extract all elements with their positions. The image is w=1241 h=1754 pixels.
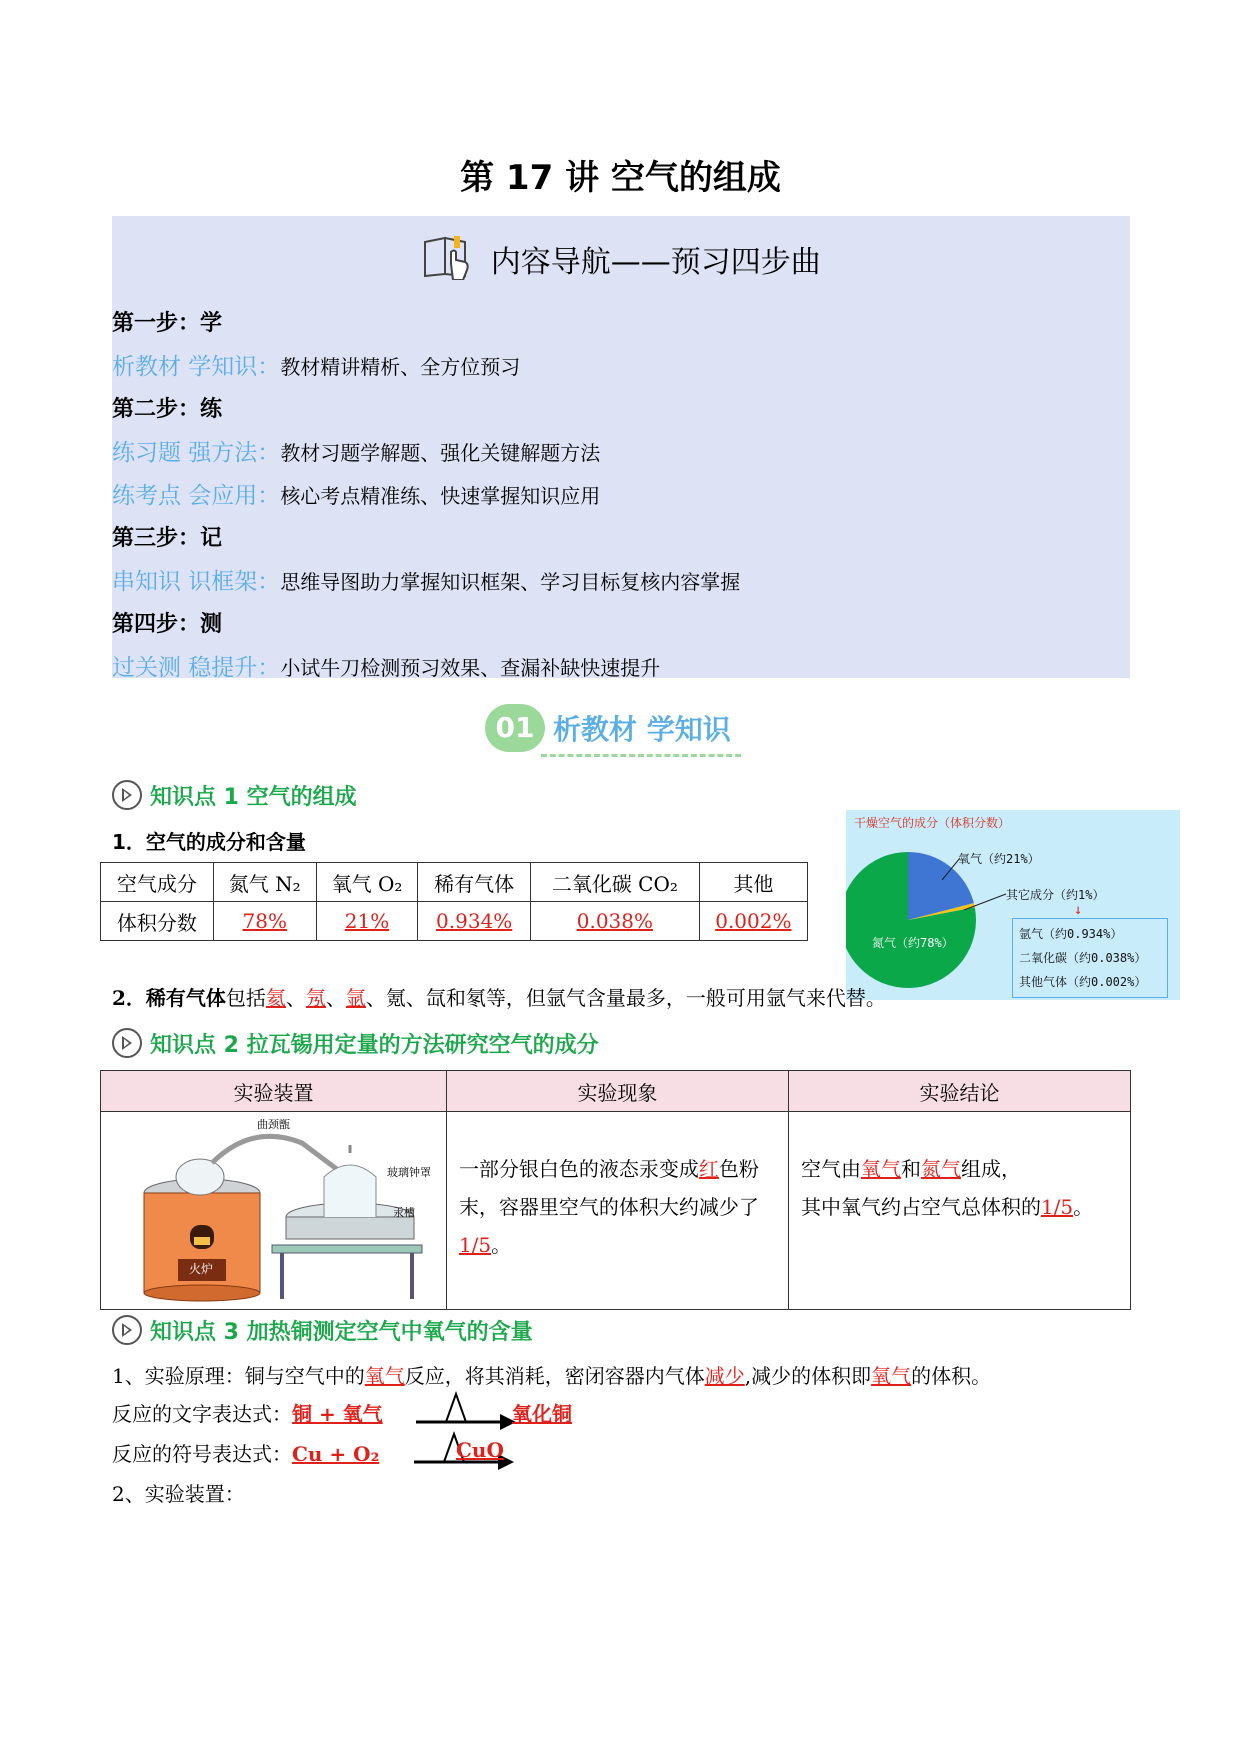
o2-annotation: 氧气（约21%）	[958, 852, 1040, 866]
table-header: 实验现象	[446, 1071, 788, 1112]
book-pointer-icon	[421, 234, 477, 280]
air-pie-chart	[846, 810, 1180, 1000]
detail-other: 其他气体（约0.002%）	[1019, 975, 1147, 989]
page-title: 第 17 讲 空气的组成	[460, 158, 781, 198]
table-cell: 体积分数	[101, 902, 214, 941]
play-circle-icon	[112, 780, 142, 810]
phenomenon-cell: 一部分银白色的液态汞变成红色粉末，容器里空气的体积大约减少了1/5。	[446, 1112, 788, 1310]
step-3: 第三步：记	[112, 526, 223, 551]
detail-ar: 氩气（约0.934%）	[1019, 927, 1123, 941]
kp1-subtitle-1: 1．空气的成分和含量	[112, 830, 306, 854]
step-2: 第二步：练	[112, 397, 223, 422]
symbol-equation-product: CuO	[456, 1438, 504, 1462]
kp3-title: 知识点 3 加热铜测定空气中氧气的含量	[112, 1315, 533, 1346]
word-equation-product: 氧化铜	[512, 1402, 572, 1426]
principle-line: 1、实验原理：铜与空气中的氧气反应，将其消耗，密闭容器内气体减少,减少的体积即氧气的体积。	[112, 1364, 992, 1388]
air-composition-table	[100, 862, 808, 941]
kp2-title: 知识点 2 拉瓦锡用定量的方法研究空气的成分	[112, 1028, 599, 1059]
section-number: 01	[485, 704, 545, 752]
content-navigation-box	[112, 216, 1130, 681]
detail-co2: 二氧化碳（约0.038%）	[1019, 951, 1147, 965]
table-header: 实验装置	[101, 1071, 447, 1112]
other-annotation: 其它成分（约1%）	[1006, 888, 1105, 902]
section-underline	[541, 754, 741, 757]
table-cell: 0.934%	[418, 902, 531, 941]
table-row	[101, 1071, 1131, 1112]
n2-annotation: 氮气（约78%）	[872, 936, 954, 950]
table-cell: 稀有气体	[418, 863, 531, 902]
table-cell: 氧气 O₂	[316, 863, 418, 902]
play-circle-icon	[112, 1315, 142, 1345]
lavoisier-apparatus-illustration	[102, 1113, 442, 1303]
nav-line-5: 过关测 稳提升：小试牛刀检测预习效果、查漏补缺快速提升	[112, 655, 661, 681]
apparatus-label: 曲颈甑	[257, 1118, 290, 1131]
detail-box	[1012, 918, 1168, 998]
apparatus-label: 汞槽	[393, 1206, 415, 1219]
table-cell: 21%	[316, 902, 418, 941]
symbol-equation: 反应的符号表达式：Cu + O₂	[112, 1442, 380, 1466]
kp1-title: 知识点 1 空气的组成	[112, 780, 357, 811]
step-1: 第一步：学	[112, 311, 223, 336]
down-arrow-icon: ↓	[1074, 902, 1083, 918]
word-equation: 反应的文字表达式：铜 + 氧气	[112, 1402, 383, 1426]
step-4: 第四步：测	[112, 612, 223, 637]
table-cell: 0.038%	[531, 902, 700, 941]
nav-line-2: 练习题 强方法：教材习题学解题、强化关键解题方法	[112, 440, 601, 466]
table-row	[101, 1112, 1131, 1310]
table-cell: 二氧化碳 CO₂	[531, 863, 700, 902]
heat-arrow-icon	[416, 1390, 516, 1430]
table-cell: 0.002%	[699, 902, 807, 941]
table-row	[101, 863, 808, 902]
conclusion-cell: 空气由氧气和氮气组成， 其中氧气约占空气总体积的1/5。	[788, 1112, 1130, 1310]
nav-heading: 内容导航——预习四步曲	[112, 234, 1130, 281]
apparatus-label: 玻璃钟罩	[387, 1166, 431, 1179]
table-cell: 78%	[213, 902, 316, 941]
section-title: 析教材 学知识	[553, 713, 731, 746]
lavoisier-table	[100, 1070, 1131, 1310]
pie-title: 干燥空气的成分（体积分数）	[854, 816, 1011, 830]
nav-line-4: 串知识 识框架：思维导图助力掌握知识框架、学习目标复核内容掌握	[112, 569, 741, 595]
table-header: 实验结论	[788, 1071, 1130, 1112]
table-cell: 氮气 N₂	[213, 863, 316, 902]
play-circle-icon	[112, 1028, 142, 1058]
table-cell: 空气成分	[101, 863, 214, 902]
table-row	[101, 902, 808, 941]
apparatus-cell	[101, 1112, 447, 1310]
nav-line-1: 析教材 学知识：教材精讲精析、全方位预习	[112, 354, 521, 380]
apparatus-line: 2、实验装置：	[112, 1482, 245, 1506]
rare-gas-line: 2．稀有气体包括氦、氖、氩、氪、氙和氡等，但氩气含量最多，一般可用氩气来代替。	[112, 986, 886, 1010]
table-cell: 其他	[699, 863, 807, 902]
apparatus-label: 火炉	[189, 1262, 214, 1276]
nav-line-3: 练考点 会应用：核心考点精准练、快速掌握知识应用	[112, 483, 601, 509]
